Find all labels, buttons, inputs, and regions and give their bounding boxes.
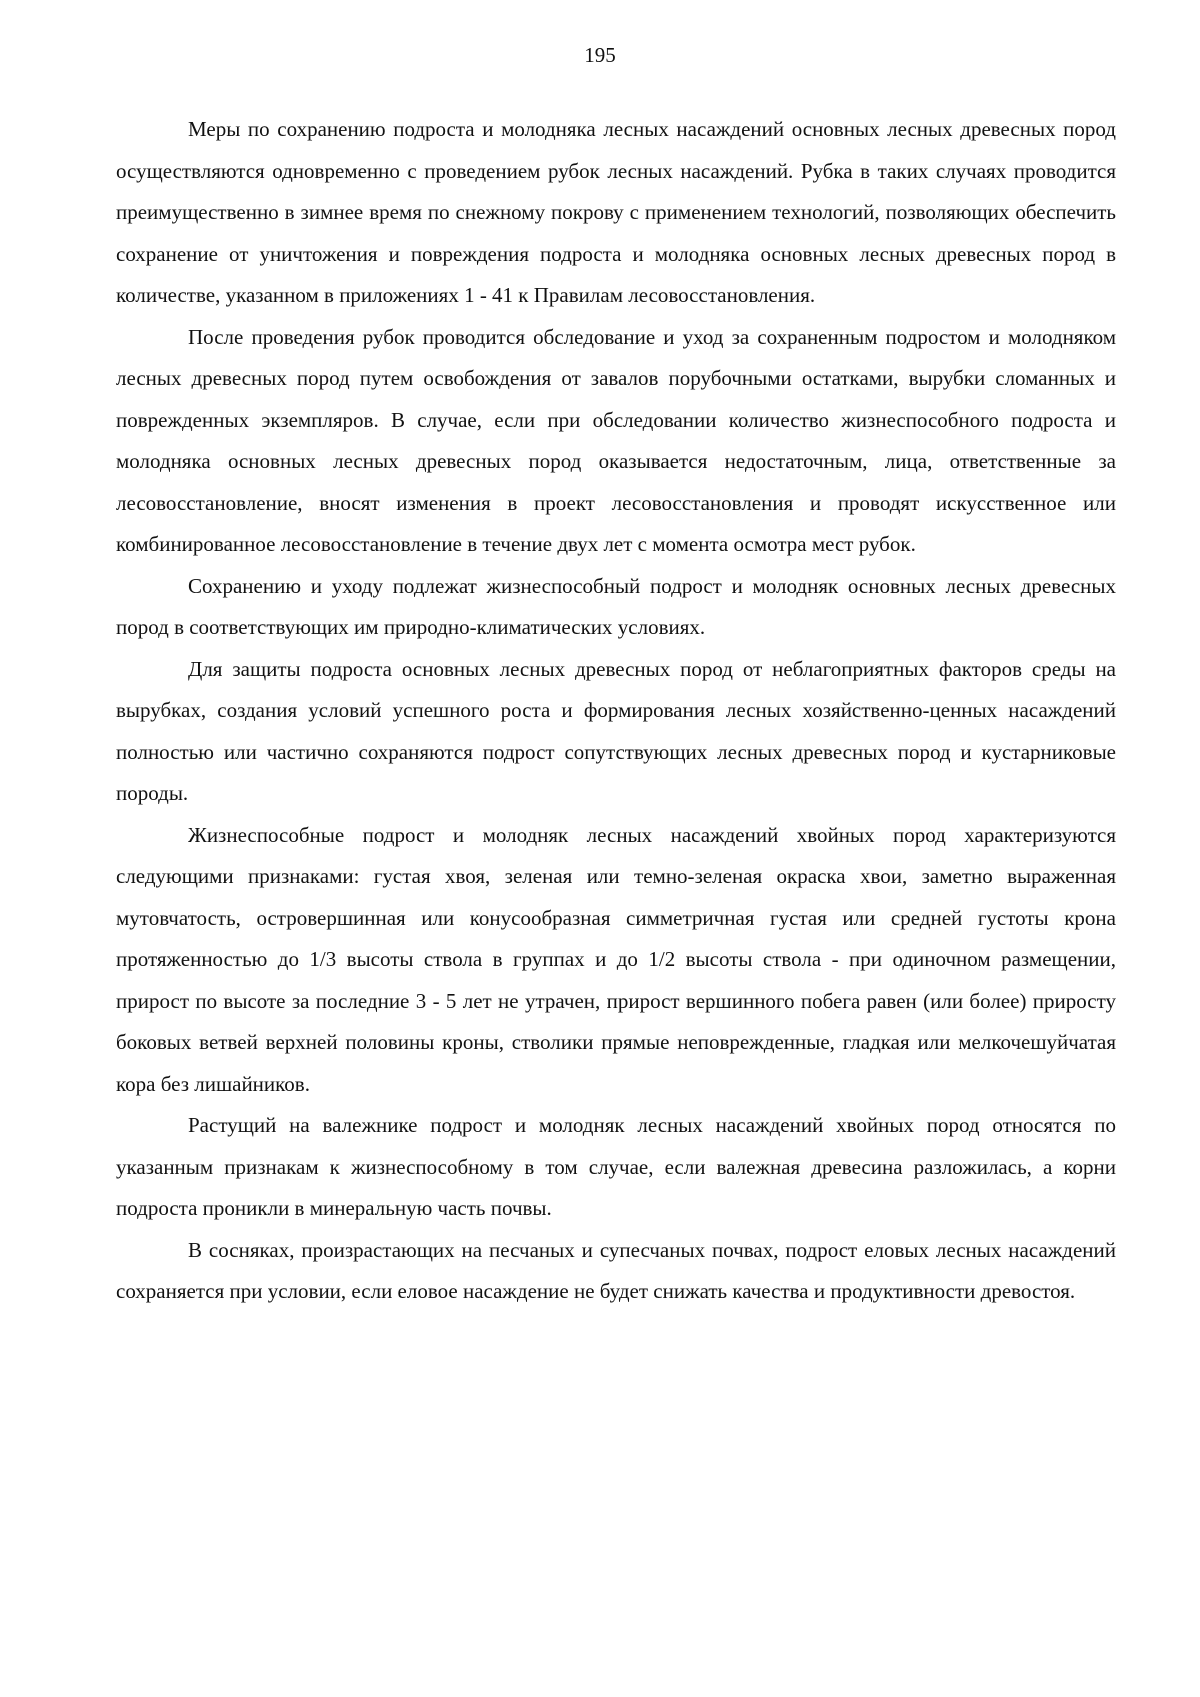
paragraph-5: Жизнеспособные подрост и молодняк лесных насаждений хвойных пород характеризуются следующими признаками: густая хвоя, зеленая или темно-зеленая окраска хвои, заметно выраженная мутовчатость, островершинная или конусообразная симметричная густая или средней густоты крона протяженностью до 1/3 высоты ствола в группах и до 1/2 высоты ствола - при одиночном размещении, прирост по высоте за последние 3 - 5 лет не утрачен, прирост вершинного побега равен (или более) приросту боковых ветвей верхней половины кроны, стволики прямые неповрежденные, гладкая или мелкочешуйчатая кора без лишайников. [116,822,1116,1096]
paragraph-2: После проведения рубок проводится обследование и уход за сохраненным подростом и молодняком лесных древесных пород путем освобождения от завалов порубочными остатками, вырубки сломанных и поврежденных экземпляров. В случае, если при обследовании количество жизнеспособного подроста и молодняка основных лесных древесных пород оказывается недостаточным, лица, ответственные за лесовосстановление, вносят изменения в проект лесовосстановления и проводят искусственное или комбинированное лесовосстановление в течение двух лет с момента осмотра мест рубок. [116,324,1116,556]
paragraph-6: Растущий на валежнике подрост и молодняк лесных насаждений хвойных пород относятся по указанным признакам к жизнеспособному в том случае, если валежная древесина разложилась, а корни подроста проникли в минеральную часть почвы. [116,1113,1116,1220]
paragraph-7: В сосняках, произрастающих на песчаных и супесчаных почвах, подрост еловых лесных насаждений сохраняется при условии, если еловое насаждение не будет снижать качества и продуктивности древостоя. [116,1237,1116,1303]
document-body [116,109,1116,1313]
paragraph-3: Сохранению и уходу подлежат жизнеспособный подрост и молодняк основных лесных древесных пород в соответствующих им природно-климатических условиях. [116,573,1116,639]
paragraph-4: Для защиты подроста основных лесных древесных пород от неблагоприятных факторов среды на вырубках, создания условий успешного роста и формирования лесных хозяйственно-ценных насаждений полностью или частично сохраняются подрост сопутствующих лесных древесных пород и кустарниковые породы. [116,656,1116,805]
paragraph-1: Меры по сохранению подроста и молодняка лесных насаждений основных лесных древесных пород осуществляются одновременно с проведением рубок лесных насаждений. Рубка в таких случаях проводится преимущественно в зимнее время по снежному покрову с применением технологий, позволяющих обеспечить сохранение от уничтожения и повреждения подроста и молодняка основных лесных древесных пород в количестве, указанном в приложениях 1 - 41 к Правилам лесовосстановления. [116,117,1116,307]
page-number: 195 [584,43,616,67]
